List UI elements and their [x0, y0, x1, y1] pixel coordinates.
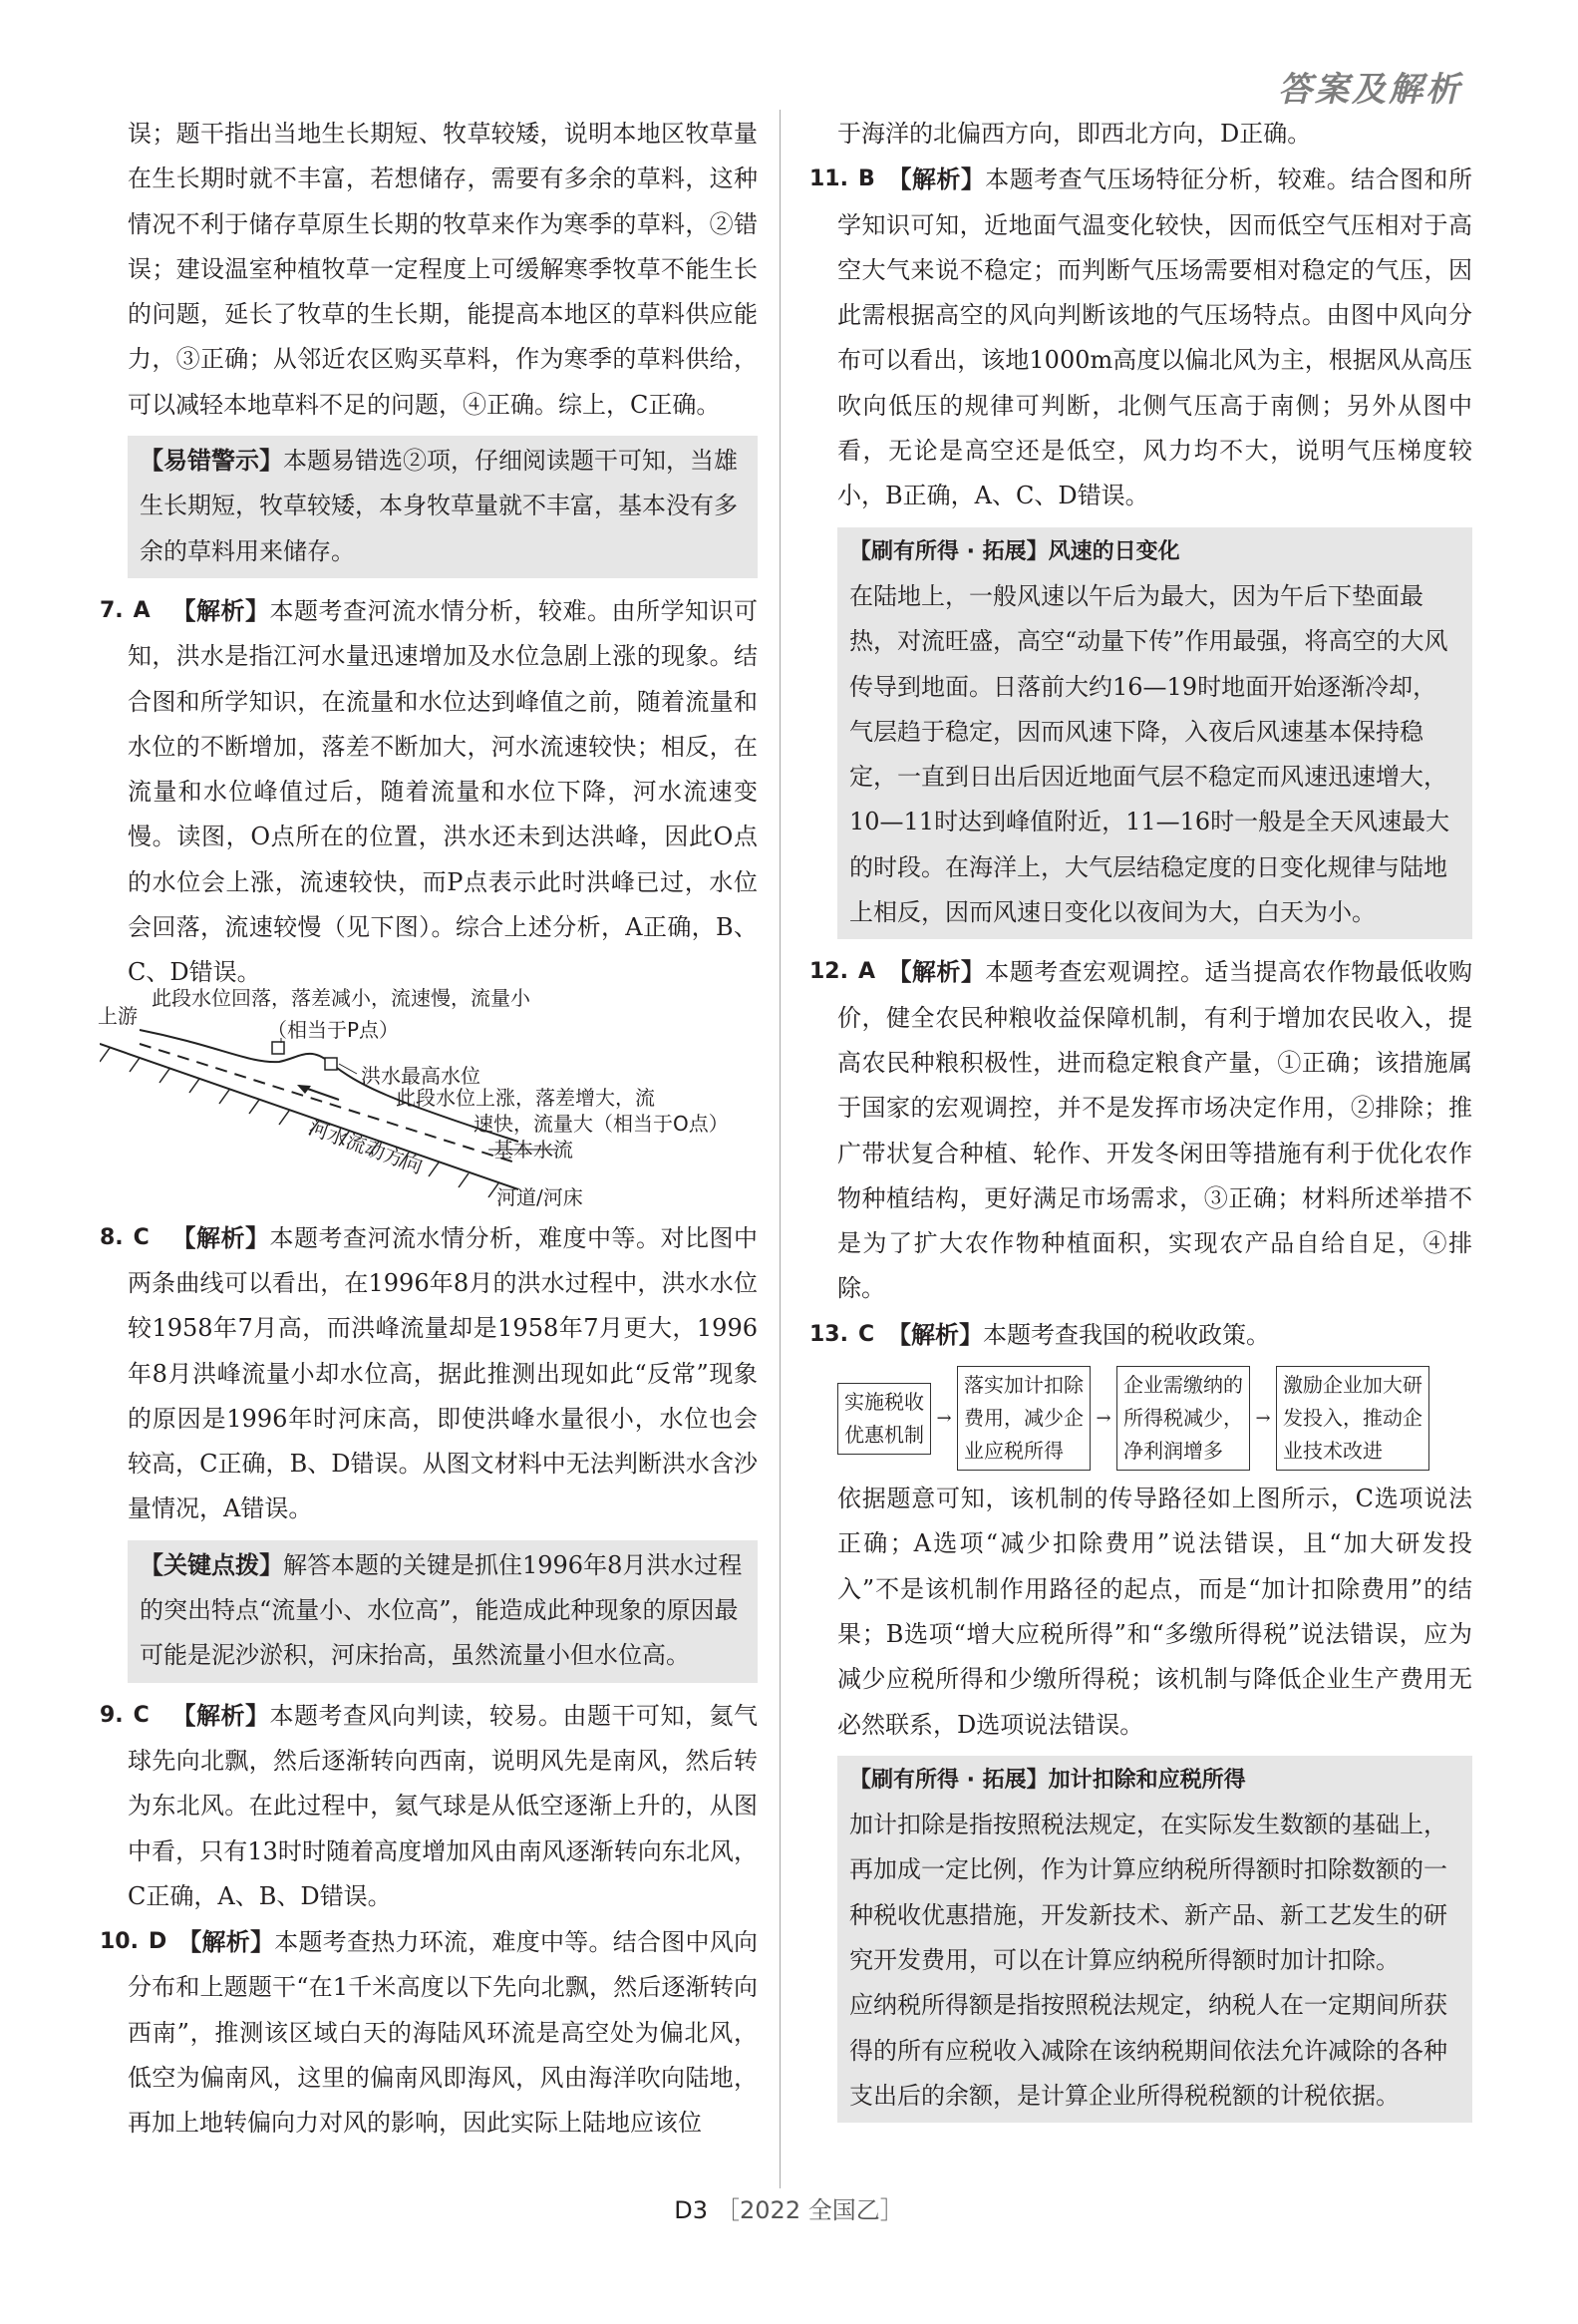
o-point-label: 速快，流量大（相当于O点） [473, 1111, 729, 1136]
wind-speed-extension-box [837, 527, 1472, 940]
answer-11 [809, 157, 1472, 518]
river-flood-diagram [98, 985, 758, 1209]
question-number: 12. A [809, 959, 876, 985]
answer-12 [809, 949, 1472, 1311]
answer-text: 本题考查宏观调控。适当提高农作物最低收购价，健全农民种粮收益保障机制，有利于增加农民收入，提高农民种粮积极性，进而稳定粮食产量，①正确；该措施属于国家的宏观调控，并不是发挥市场决定作用，②排除；推广带状复合种植、轮作、开发冬闲田等措施有利于优化农作物种植结构，更好满足市场需求，③正确；材料所述举措不是为了扩大农作物种植面积，实现农产品自给自足，④排除。 [837, 958, 1473, 1303]
key-point-box [128, 1540, 758, 1683]
box-title: 【刷有所得 · 拓展】风速的日变化 [849, 538, 1180, 564]
flow-step-4: 激励企业加大研 发投入，推动企 业技术改进 [1276, 1366, 1429, 1471]
question-number: 11. B [809, 166, 875, 192]
arrow-icon: → [1255, 1407, 1271, 1429]
box-text: 本题易错选②项，仔细阅读题干可知，当雄生长期短，牧草较矮，本身牧草量就不丰富，基本没有多余的草料用来储存。 [140, 447, 738, 565]
p-section-label: 此段水位回落，落差减小，流速慢，流量小 [152, 985, 530, 1010]
answer-7 [100, 588, 758, 996]
answer-text: 本题考查我国的税收政策。 [983, 1320, 1270, 1349]
answer-text: 依据题意可知，该机制的传导路径如上图所示，C选项说法正确；A选项“减少扣除费用”说法错误，且“加大研发投入”不是该机制作用路径的起点，而是“加计扣除费用”的结果；B选项“增大应税所得”和“多缴所得税”说法错误，应为减少应税所得和少缴所得税；该机制与降低企业生产费用无必然联系，D选项说法错误。 [837, 1485, 1472, 1739]
arrow-icon: → [1096, 1407, 1111, 1429]
right-column [809, 112, 1472, 2133]
answer-13 [809, 1312, 1472, 1358]
analysis-tag: 【解析】 [887, 1319, 983, 1349]
question-number: 13. C [809, 1321, 875, 1347]
page-footer [0, 2190, 1578, 2225]
upstream-label: 上游 [98, 1003, 138, 1028]
box-paragraph: 加计扣除是指按照税法规定，在实际发生数额的基础上，再加成一定比例，作为计算应纳税所得额时扣除数额的一种税收优惠措施，开发新技术、新产品、新工艺发生的研究开发费用，可以在计算应纳税所得额时加计扣除。 [849, 1811, 1447, 1974]
tax-mechanism-flowchart [837, 1366, 1472, 1471]
header-title: 答案及解析 [1278, 70, 1462, 110]
analysis-tag: 【解析】 [887, 957, 986, 987]
p-point-label: （相当于P点） [267, 1017, 400, 1042]
riverbed-label: 河道/河床 [496, 1184, 583, 1209]
left-column [100, 112, 758, 2147]
flow-direction-label: 河水流动方向 [305, 1115, 427, 1178]
base-flow-label: 基本水流 [493, 1137, 573, 1162]
arrow-icon: → [936, 1407, 952, 1429]
tax-extension-box [837, 1756, 1472, 2123]
question-number: 10. D [100, 1929, 167, 1955]
flow-step-2: 落实加计扣除 费用，减少企 业应税所得 [957, 1366, 1091, 1471]
highest-level-label: 洪水最高水位 [361, 1063, 480, 1088]
question-number: 9. C [100, 1702, 150, 1728]
exam-label: ［2022 全国乙］ [716, 2196, 904, 2224]
answer-8 [100, 1215, 758, 1532]
answer-text: 本题考查热力环流，难度中等。结合图中风向分布和上题题干“在1千米高度以下先向北飘，然后逐渐转向西南”，推测该区域白天的海陆风环流是高空处为偏北风，低空为偏南风，这里的偏南风即海风，风由海洋吹向陆地，再加上地转偏向力对风的影响，因此实际上陆地应该位 [128, 1928, 758, 2138]
analysis-tag: 【解析】 [171, 595, 270, 625]
answer-text: 本题考查风向判读，较易。由题干可知，氦气球先向北飘，然后逐渐转向西南，说明风先是南风，然后转为东北风。在此过程中，氦气球是从低空逐渐上升的，从图中看，只有13时时随着高度增加风由南风逐渐转向东北风，C正确，A、B、D错误。 [128, 1701, 758, 1910]
answer-10 [100, 1919, 758, 2146]
box-tag: 【易错警示】 [140, 446, 283, 476]
analysis-tag: 【解析】 [171, 1222, 270, 1252]
analysis-tag: 【解析】 [171, 1700, 270, 1730]
box-title: 【刷有所得 · 拓展】加计扣除和应税所得 [849, 1767, 1246, 1793]
box-text: 在陆地上，一般风速以午后为最大，因为午后下垫面最热，对流旺盛，高空“动量下传”作用最强，将高空的大风传导到地面。日落前大约16—19时地面开始逐渐冷却，气层趋于稳定，因而风速下降，入夜后风速基本保持稳定，一直到日出后因近地面气层不稳定而风速迅速增大，10—11时达到峰值附近，11—16时一般是全天风速最大的时段。在海洋上，大气层结稳定度的日变化规律与陆地上相反，因而风速日变化以夜间为大，白天为小。 [849, 581, 1450, 927]
continued-answer-10 [809, 112, 1472, 157]
question-number: 8. C [100, 1224, 150, 1250]
analysis-tag: 【解析】 [177, 1927, 275, 1957]
answer-9 [100, 1693, 758, 1919]
answer-text: 本题考查气压场特征分析，较难。结合图和所学知识可知，近地面气温变化较快，因而低空气压相对于高空大气来说不稳定；而判断气压场需要相对稳定的气压，因此需根据高空的风向判断该地的气压场特点。由图中风向分布可以看出，该地1000m高度以偏北风为主，根据风从高压吹向低压的规律可判断，北侧气压高于南侧；另外从图中看，无论是高空还是低空，风力均不大，说明气压梯度较小，B正确，A、C、D错误。 [837, 166, 1473, 510]
answer-text: 本题考查河流水情分析，难度中等。对比图中两条曲线可以看出，在1996年8月的洪水过程中，洪水水位较1958年7月高，而洪峰流量却是1958年7月更大，1996年8月洪峰流量小却水位高，据此推测出现如此“反常”现象的原因是1996年时河床高，即使洪峰水量很小，水位也会较高，C正确，B、D错误。从图文材料中无法判断洪水含沙量情况，A错误。 [128, 1223, 758, 1523]
o-section-label: 此段水位上涨，落差增大，流 [396, 1085, 655, 1110]
continued-answer-6 [100, 112, 758, 428]
page-number: D3 [674, 2196, 709, 2224]
flow-step-3: 企业需缴纳的 所得税减少， 净利润增多 [1116, 1366, 1250, 1471]
flow-step-1: 实施税收 优惠机制 [837, 1383, 931, 1455]
warning-box [128, 436, 758, 578]
answer-13-explanation [809, 1477, 1472, 1748]
answer-text: 本题考查河流水情分析，较难。由所学知识可知，洪水是指江河水量迅速增加及水位急剧上涨的现象。结合图和所学知识，在流量和水位达到峰值之前，随着流量和水位的不断增加，落差不断加大，河水流速较快；相反，在流量和水位峰值过后，随着流量和水位下降，河水流速变慢。读图，O点所在的位置，洪水还未到达洪峰，因此O点的水位会上涨，流速较快，而P点表示此时洪峰已过，水位会回落，流速较慢（见下图）。综合上述分析，A正确，B、C、D错误。 [128, 596, 758, 987]
box-paragraph: 应纳税所得额是指按照税法规定，纳税人在一定期间所获得的所有应税收入减除在该纳税期间依法允许减除的各种支出后的余额，是计算企业所得税税额的计税依据。 [849, 1991, 1447, 2110]
analysis-tag: 【解析】 [887, 165, 986, 194]
box-text: 解答本题的关键是抓住1996年8月洪水过程的突出特点“流量小、水位高”，能造成此种现象的原因最可能是泥沙淤积，河床抬高，虽然流量小但水位高。 [140, 1550, 743, 1670]
column-divider [780, 110, 781, 2188]
box-tag: 【关键点拨】 [140, 1549, 283, 1579]
question-number: 7. A [100, 597, 151, 623]
answer-text: 误；题干指出当地生长期短、牧草较矮，说明本地区牧草量在生长期时就不丰富，若想储存，需要有多余的草料，这种情况不利于储存草原生长期的牧草来作为寒季的草料，②错误；建设温室种植牧草一定程度上可缓解寒季牧草不能生长的问题，延长了牧草的生长期，能提高本地区的草料供应能力，③正确；从邻近农区购买草料，作为寒季的草料供给，可以减轻本地草料不足的问题，④正确。综上，C正确。 [128, 120, 758, 419]
answer-text: 于海洋的北偏西方向，即西北方向，D正确。 [837, 120, 1312, 148]
